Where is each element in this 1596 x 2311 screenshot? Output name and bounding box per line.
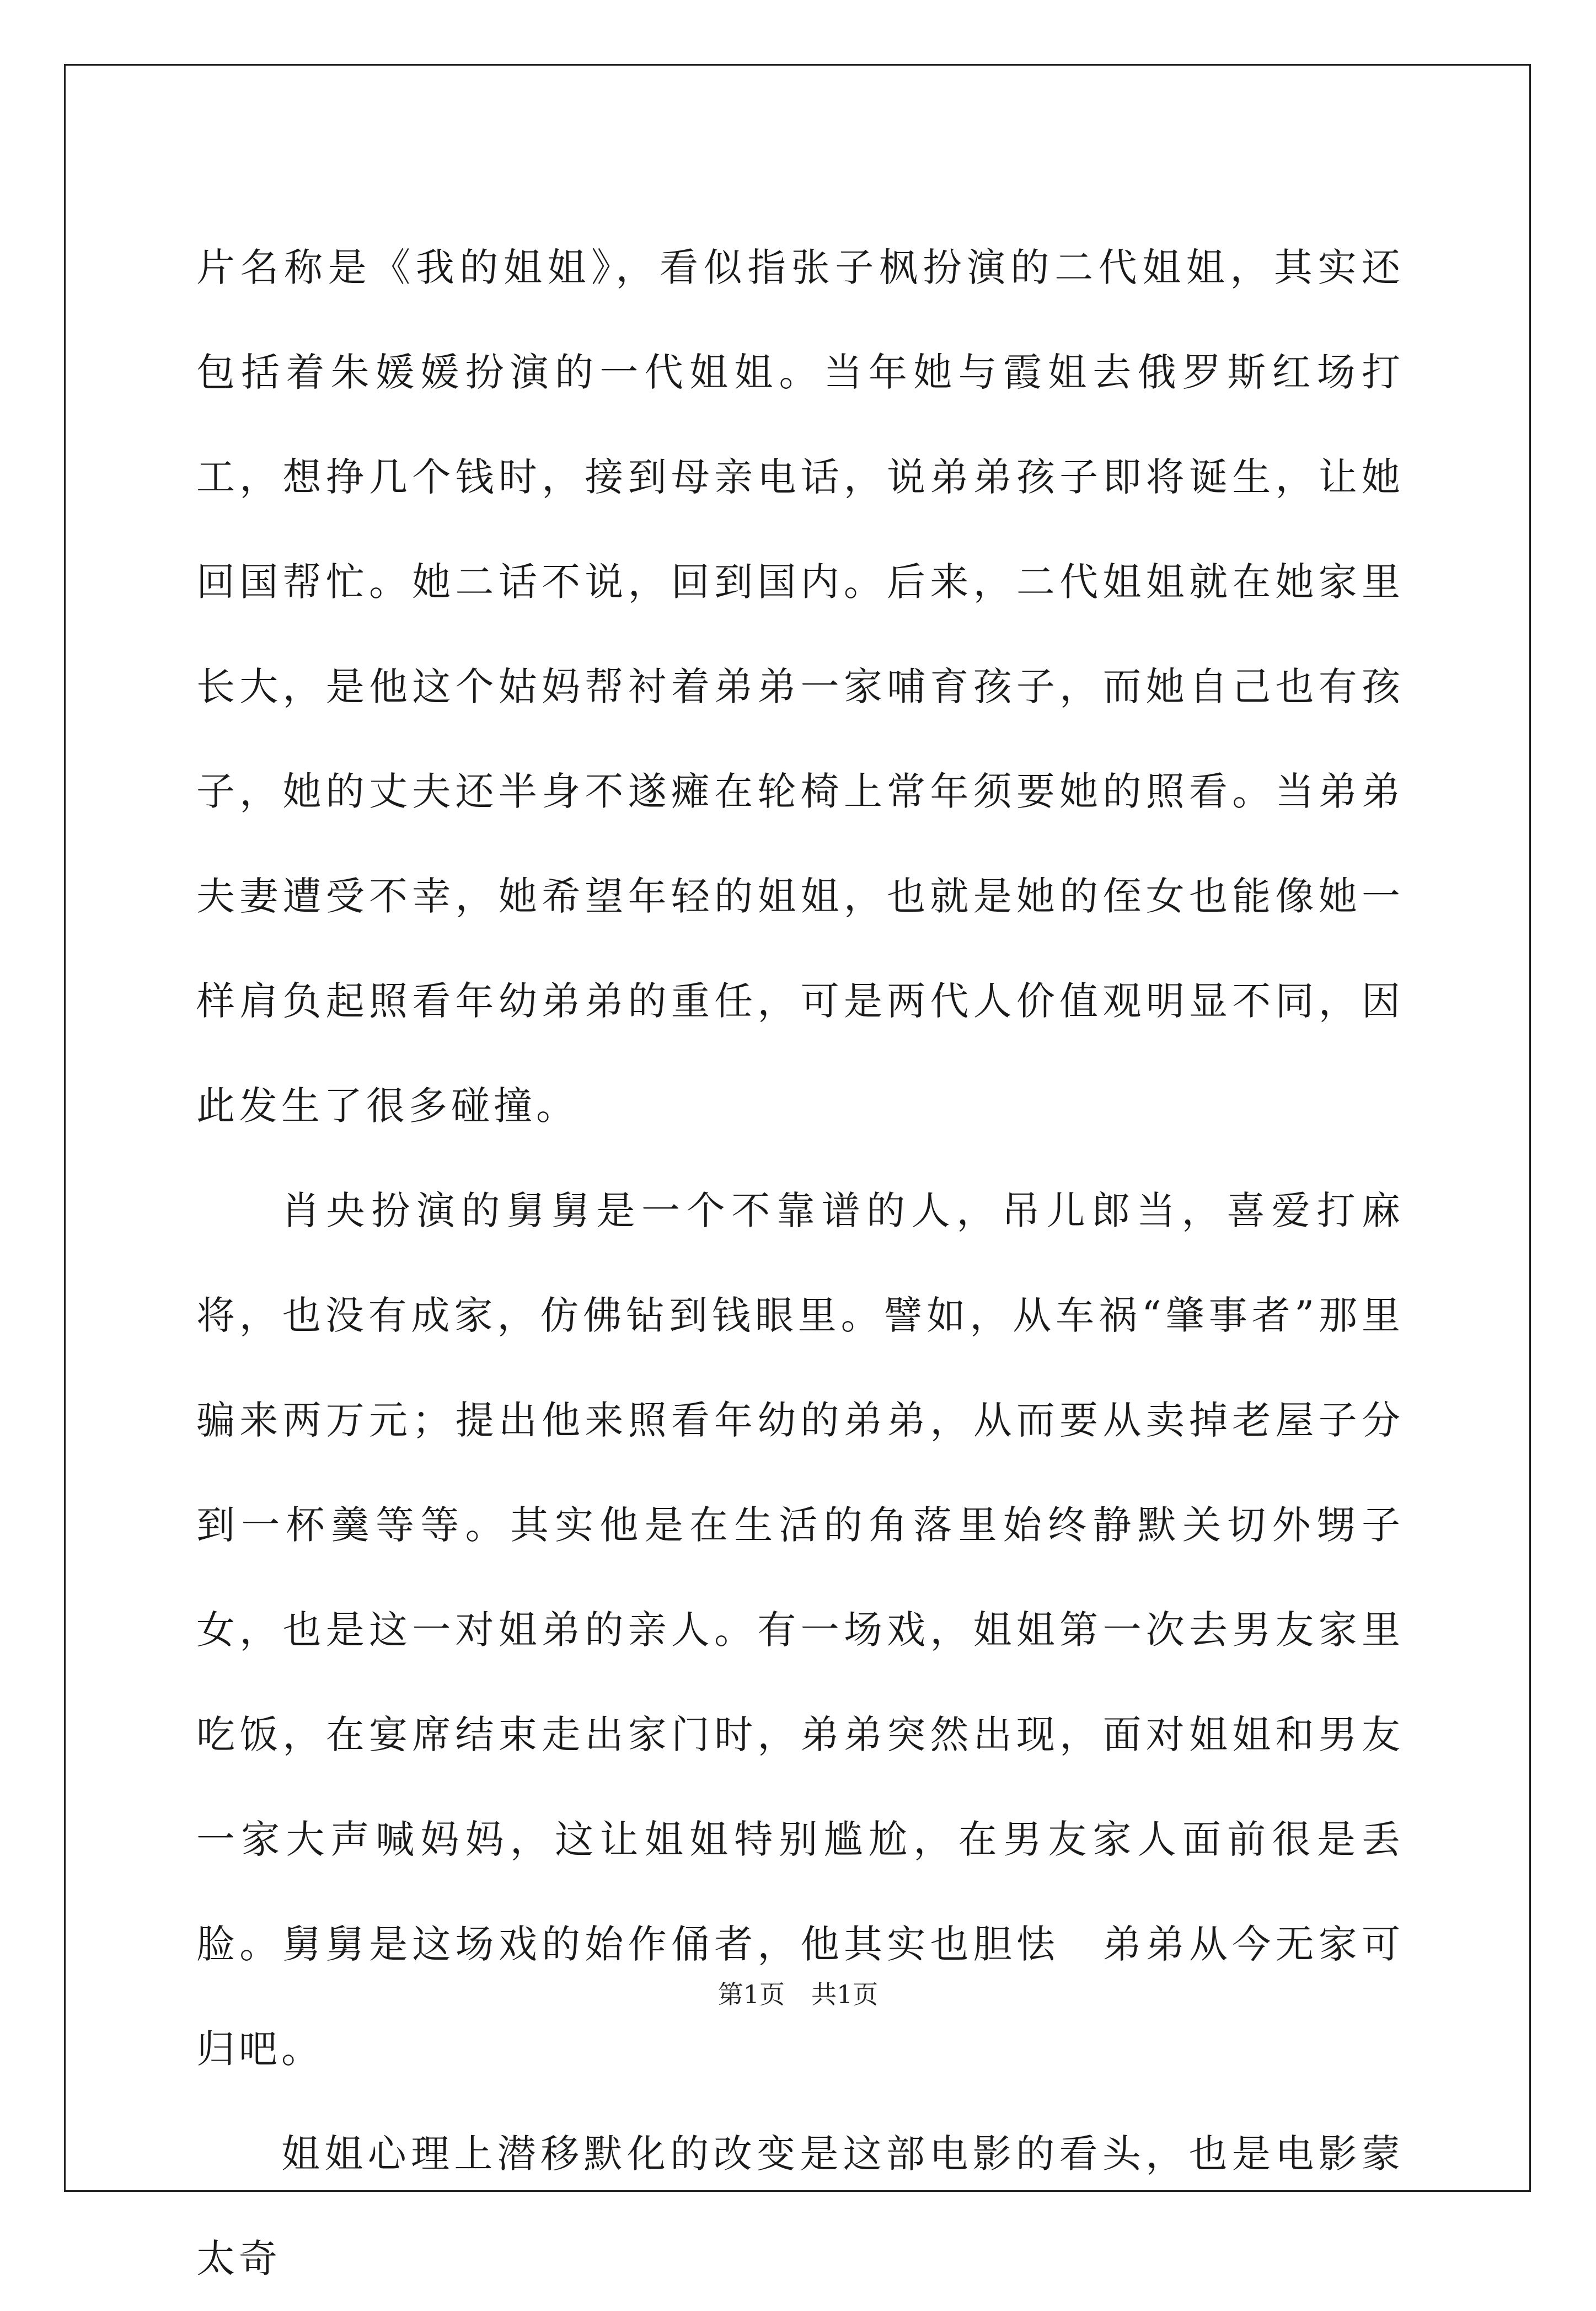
paragraph-3: 姐姐心理上潜移默化的改变是这部电影的看头，也是电影蒙太奇 [196,2131,1404,2281]
page-footer [0,1975,1596,2011]
paragraph-1: 片名称是《我的姐姐》，看似指张子枫扮演的二代姐姐，其实还包括着朱媛媛扮演的一代姐姐。当年她与霞姐去俄罗斯红场打工，想挣几个钱时，接到母亲电话，说弟弟孩子即将诞生，让她回国帮忙。她二话不说，回到国内。后来，二代姐姐就在她家里长大，是他这个姑妈帮衬着弟弟一家哺育孩子，而她自己也有孩子，她的丈夫还半身不遂瘫在轮椅上常年须要她的照看。当弟弟夫妻遭受不幸，她希望年轻的姐姐，也就是她的侄女也能像她一样肩负起照看年幼弟弟的重任，可是两代人价值观明显不同，因此发生了很多碰撞。 [196,245,1404,1128]
page-number: 第1页 [717,1980,785,2009]
page-total: 共1页 [811,1980,879,2009]
paragraph-2: 肖央扮演的舅舅是一个不靠谱的人，吊儿郎当，喜爱打麻将，也没有成家，仿佛钻到钱眼里。譬如，从车祸“肇事者”那里骗来两万元；提出他来照看年幼的弟弟，从而要从卖掉老屋子分到一杯羹等等。其实他是在生活的角落里始终静默关切外甥子女，也是这一对姐弟的亲人。有一场戏，姐姐第一次去男友家里吃饭，在宴席结束走出家门时，弟弟突然出现，面对姐姐和男友一家大声喊妈妈，这让姐姐特别尴尬，在男友家人面前很是丢脸。舅舅是这场戏的始作俑者，他其实也胆怯 弟弟从今无家可归吧。 [196,1188,1404,2072]
